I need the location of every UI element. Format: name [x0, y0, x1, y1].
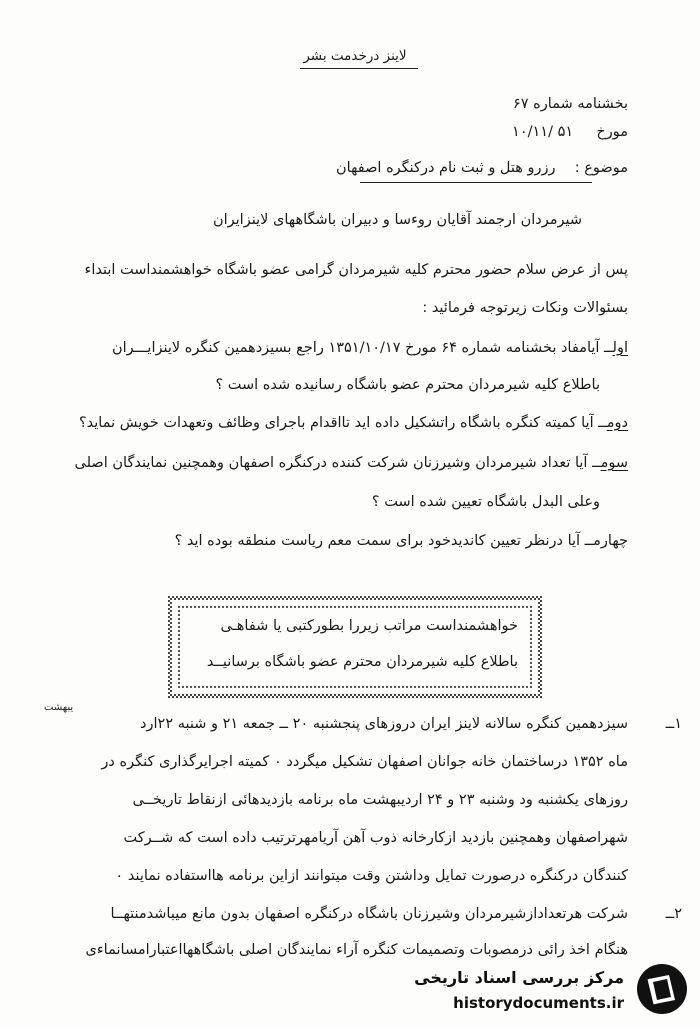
date-label: مورخ — [596, 124, 628, 140]
subject-label: موضوع : — [574, 160, 628, 176]
question-2-text: ــ آیا کمیته کنگره باشگاه راتشکیل داده اید تااقدام باجرای وظائف وتعهدات خویش نماید؟ — [78, 415, 607, 431]
question-3-label: سوم — [600, 455, 628, 471]
question-1-label: اول — [612, 340, 628, 356]
notice-box — [170, 598, 540, 696]
question-2 — [79, 415, 628, 431]
question-3 — [75, 455, 628, 471]
question-3-text: ــ آیا تعداد شیرمردان وشیرزنان شرکت کننده درکنگره اصفهان وهمچنین نمایندگان اصلی — [74, 455, 601, 471]
subject-text: رزرو هتل و ثبت نام درکنگره اصفهان — [336, 160, 556, 176]
question-1 — [112, 340, 628, 356]
intro-line-1: پس از عرض سلام حضور محترم کلیه شیرمردان گرامی عضو باشگاه خواهشمنداست ابتداء — [84, 262, 628, 278]
question-1-text: ــ آیامفاد بخشنامه شماره ۶۴ مورخ ۱۳۵۱/۱۰/۱۷ راجع بسیزدهمین کنگره لاینزایـــران — [111, 340, 613, 356]
date-row — [512, 124, 628, 140]
item-1-line-4: شهراصفهان وهمچنین بازدید ازکارخانه ذوب آهن آریامهرترتیب داده است که شــرکت — [123, 830, 628, 846]
date-value: ۱۰/۱۱/ ۵۱ — [512, 124, 574, 140]
letterhead-underline — [300, 68, 418, 69]
notice-line-1: خواهشمنداست مراتب زیررا بطورکتبی یا شفاهـی — [220, 618, 518, 634]
subject-underline — [360, 182, 592, 183]
question-4-label: چهارم — [593, 533, 628, 549]
item-2-line-1: شرکت هرتعدادازشیرمردان وشیرزنان باشگاه درکنگره اصفهان بدون مانع میباشدمنتهــا — [110, 906, 628, 922]
item-1-line-3: روزهای یکشنبه ود وشنبه ۲۳ و ۲۴ اردیبهشت ماه برنامه بازدیدهائی ازنقاط تاریخــی — [132, 792, 628, 808]
item-1-superscript: یبهشت — [44, 702, 74, 713]
question-2-label: دوم — [606, 415, 628, 431]
question-4-text: ــ آیا درنظر تعیین کاندیدخود برای سمت معم ریاست منطقه بوده اید ؟ — [174, 533, 594, 549]
notice-line-2: باطلاع کلیه شیرمردان محترم عضو باشگاه برسانیــد — [206, 654, 518, 670]
archive-logo-icon — [635, 962, 689, 1016]
item-1-line-1: سیزدهمین کنگره سالانه لاینز ایران دروزهای پنجشنبه ۲۰ ــ جمعه ۲۱ و شنبه ۲۲ارد — [140, 716, 628, 732]
intro-line-2: بسئوالات ونکات زیرتوجه فرمائید : — [422, 300, 628, 316]
item-1-line-2: ماه ۱۳۵۲ درساختمان خانه جوانان اصفهان تشکیل میگردد ۰ کمیته اجرایرگذاری کنگره در — [101, 754, 628, 770]
item-1-number: ۱ــ — [665, 716, 682, 732]
letterhead-title: لاینز درخدمت بشر — [303, 48, 407, 64]
salutation: شیرمردان ارجمند آقایان روءسا و دبیران باشگاههای لاینزایران — [212, 212, 582, 228]
watermark-persian: مرکز بررسی اسناد تاریخی — [414, 968, 624, 987]
circular-number: بخشنامه شماره ۶۷ — [512, 96, 628, 112]
subject-row — [336, 160, 628, 176]
item-2-number: ۲ــ — [665, 906, 682, 922]
question-3-cont: وعلی البدل باشگاه تعیین شده است ؟ — [371, 494, 600, 510]
question-1-cont: باطلاع کلیه شیرمردان محترم عضو باشگاه رسانیده شده است ؟ — [215, 377, 600, 393]
watermark-url: historydocuments.ir — [453, 994, 624, 1012]
item-1-line-5: کنندگان درکنگره درصورت تمایل وداشتن وقت میتوانند ازاین برنامه هااستفاده نمایند ۰ — [115, 868, 628, 884]
question-4 — [175, 533, 628, 549]
item-2-line-2: هنگام اخذ رائی درمصوبات وتصمیمات کنگره آراء نمایندگان اصلی باشگاههااعتبارامسانماءی — [85, 942, 628, 958]
